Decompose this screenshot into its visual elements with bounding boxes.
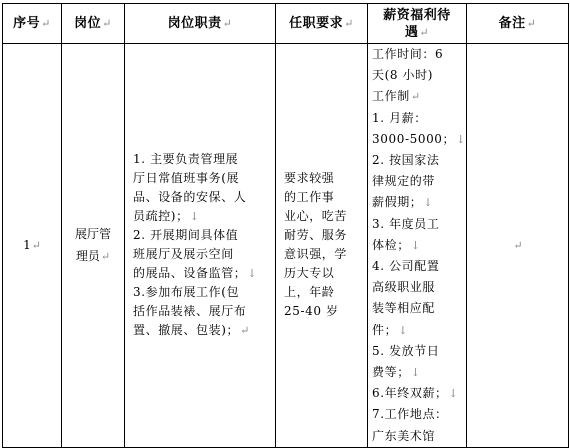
welfare-line <box>372 277 464 298</box>
responsibilities-line-text: 括作品装裱、展厅布 <box>133 304 247 319</box>
position-name-line2: 理员 <box>75 248 100 263</box>
line-break-mark-icon: ↓ <box>398 323 409 337</box>
responsibilities-line <box>133 264 269 283</box>
responsibilities-line <box>133 226 269 245</box>
welfare-line-text: 体检； <box>372 237 410 252</box>
welfare-line-text: 5. 发放节日 <box>372 343 440 358</box>
requirements-line <box>284 302 363 321</box>
welfare-line <box>372 171 464 192</box>
welfare-line-text: 7.工作地点： <box>372 407 448 422</box>
welfare-line <box>372 86 464 107</box>
requirements-line-text: 上，年龄 <box>284 285 335 300</box>
header-welfare-label-line1: 薪资福利待 <box>383 7 451 23</box>
header-responsibilities-label: 岗位职责 <box>167 16 222 31</box>
welfare-line-text: 律规定的带 <box>372 174 436 189</box>
welfare-line-text: 天(8 小时) <box>372 68 434 83</box>
responsibilities-line <box>133 150 269 169</box>
requirements-line <box>284 226 363 245</box>
header-row <box>3 4 569 44</box>
paragraph-mark-icon: ↵ <box>419 25 430 39</box>
header-requirements <box>276 4 368 44</box>
responsibilities-line <box>133 321 269 340</box>
welfare-line-text: 工作时间：6 <box>372 47 444 61</box>
header-position-label: 岗位 <box>74 16 102 31</box>
welfare-line-text: 工作制 <box>372 89 410 104</box>
welfare-line-text: 薪假期； <box>372 195 423 210</box>
responsibilities-line-text: 品、设备的安保、人 <box>133 190 247 205</box>
responsibilities-text <box>125 150 275 340</box>
paragraph-mark-icon: ↵ <box>222 17 233 30</box>
welfare-line <box>372 65 464 86</box>
cell-index <box>3 44 62 448</box>
header-responsibilities <box>125 4 276 44</box>
line-break-mark-icon: ↓ <box>448 387 459 401</box>
responsibilities-line-text: 员疏控)； <box>133 209 189 224</box>
requirements-line <box>284 264 363 283</box>
welfare-line <box>372 129 464 150</box>
requirements-line-text: 要求较强 <box>284 171 335 186</box>
paragraph-mark-icon: ↵ <box>102 17 112 30</box>
cell-welfare <box>368 44 467 448</box>
welfare-line <box>372 44 464 65</box>
responsibilities-line-text: 2. 开展期间具体值 <box>133 228 239 243</box>
paragraph-mark-icon: ↵ <box>410 90 421 104</box>
responsibilities-line-text: 置、撤展、包装)； <box>133 323 240 338</box>
welfare-line <box>372 192 464 213</box>
welfare-line <box>372 383 464 404</box>
welfare-line-text: 广东美术馆 <box>372 428 436 443</box>
requirements-text <box>276 169 367 321</box>
responsibilities-line-text: 3.参加布展工作(包 <box>133 285 240 300</box>
welfare-line <box>372 108 464 129</box>
line-break-mark-icon: ↓ <box>456 132 466 146</box>
requirements-line-text: 意识强，学 <box>284 247 348 262</box>
cell-position <box>62 44 125 448</box>
responsibilities-line-text: 厅日常值班事务(展 <box>133 171 240 186</box>
welfare-line <box>372 235 464 256</box>
responsibilities-line <box>133 245 269 264</box>
welfare-line <box>372 214 464 235</box>
header-welfare-label-line2: 遇 <box>404 24 419 40</box>
responsibilities-line-text: 1. 主要负责管理展 <box>133 152 239 167</box>
line-break-mark-icon: ↓ <box>247 267 258 281</box>
requirements-line <box>284 188 363 207</box>
header-requirements-label: 任职要求 <box>289 16 344 31</box>
requirements-line <box>284 283 363 302</box>
requirements-line <box>284 245 363 264</box>
paragraph-mark-icon: ↵ <box>344 17 354 30</box>
responsibilities-line <box>133 188 269 207</box>
header-index <box>3 4 62 44</box>
row-index-value: 1 <box>23 237 31 252</box>
requirements-line-text: 业心，吃苦 <box>284 209 348 224</box>
welfare-line-text: 装等相应配 <box>372 301 436 316</box>
welfare-line-text: 3000-5000； <box>372 131 456 146</box>
welfare-line-text: 4. 公司配置 <box>372 259 440 274</box>
responsibilities-line <box>133 169 269 188</box>
line-break-mark-icon: ↓ <box>189 210 200 224</box>
line-break-mark-icon: ↓ <box>423 196 434 210</box>
welfare-line <box>372 426 464 447</box>
welfare-line <box>372 341 464 362</box>
responsibilities-line <box>133 283 269 302</box>
responsibilities-line-text: 的展品、设备监管； <box>133 266 247 281</box>
line-break-mark-icon: ↓ <box>410 366 421 380</box>
line-break-mark-icon: ↓ <box>410 238 421 252</box>
welfare-line-text: 1. 月薪： <box>372 110 427 125</box>
welfare-line-text: 3. 年度员工 <box>372 216 440 231</box>
requirements-line-text: 的工作事 <box>284 190 335 205</box>
welfare-line <box>372 298 464 319</box>
welfare-line-text: 件； <box>372 322 398 337</box>
welfare-line-text: 6.年终双薪； <box>372 386 448 401</box>
responsibilities-line-text: 班展厅及展示空间 <box>133 247 234 262</box>
paragraph-mark-icon: ↵ <box>513 238 523 252</box>
table-row <box>3 44 569 448</box>
requirements-line-text: 历大专以 <box>284 266 335 281</box>
paragraph-mark-icon: ↵ <box>240 324 250 338</box>
requirements-line-text: 25-40 岁 <box>284 304 339 319</box>
paragraph-mark-icon: ↵ <box>41 17 51 30</box>
paragraph-mark-icon: ↵ <box>100 249 111 263</box>
requirements-line <box>284 169 363 188</box>
header-position <box>62 4 125 44</box>
cell-responsibilities <box>125 44 276 448</box>
welfare-line <box>372 362 464 383</box>
welfare-line <box>372 150 464 171</box>
welfare-line-text: 2. 按国家法 <box>372 153 440 168</box>
responsibilities-line <box>133 302 269 321</box>
responsibilities-line <box>133 207 269 226</box>
header-remarks <box>467 4 569 44</box>
cell-requirements <box>276 44 368 448</box>
welfare-line <box>372 320 464 341</box>
requirements-line <box>284 207 363 226</box>
header-remarks-label: 备注 <box>498 16 526 31</box>
paragraph-mark-icon: ↵ <box>31 238 41 252</box>
welfare-text <box>368 44 466 447</box>
header-welfare <box>368 4 467 44</box>
paragraph-mark-icon: ↵ <box>526 17 537 30</box>
welfare-line <box>372 256 464 277</box>
position-name-line1: 展厅管 <box>74 226 111 241</box>
welfare-line-text: 费等； <box>372 365 410 380</box>
cell-remarks <box>467 44 569 448</box>
job-table <box>2 3 569 448</box>
requirements-line-text: 耐劳、服务 <box>284 228 348 243</box>
header-index-label: 序号 <box>13 16 41 31</box>
welfare-line-text: 高级职业服 <box>372 280 436 295</box>
welfare-line <box>372 404 464 425</box>
